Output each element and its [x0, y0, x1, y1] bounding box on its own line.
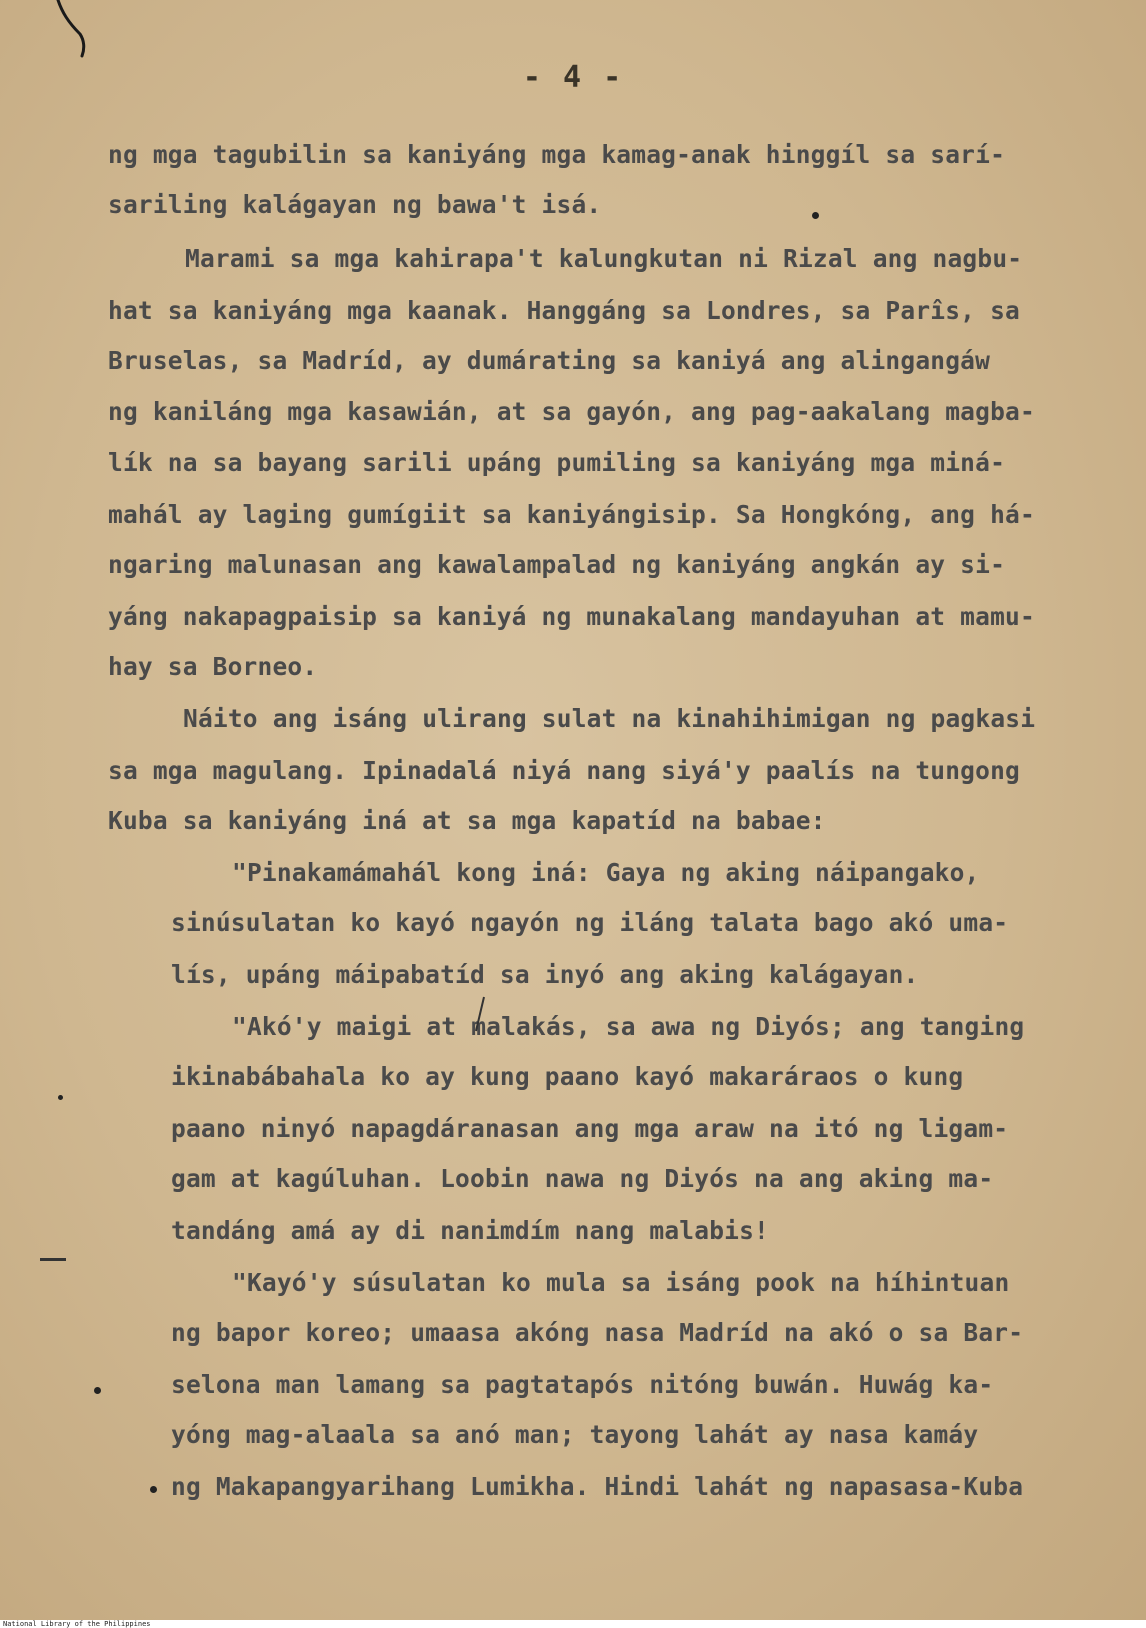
text-line: hay sa Borneo. — [108, 652, 318, 681]
text-line: sariling kalágayan ng bawa't isá. — [108, 190, 602, 219]
text-line: sa mga magulang. Ipinadalá niyá nang siyá'y paalís na tungong — [108, 756, 1020, 785]
margin-dash — [40, 1258, 66, 1261]
text-line: yáng nakapagpaisip sa kaniyá ng munakalang mandayuhan at mamu- — [108, 602, 1035, 631]
text-line: ng mga tagubilin sa kaniyáng mga kamag-anak hinggíl sa sarí- — [108, 140, 1006, 169]
margin-dot — [94, 1387, 101, 1394]
text-line: gam at kagúluhan. Loobin nawa ng Diyós na ang aking ma- — [171, 1164, 994, 1193]
text-line: lís, upáng máipabatíd sa inyó ang aking kalágayan. — [171, 960, 919, 989]
text-line: tandáng amá ay di nanimdím nang malabis! — [171, 1216, 770, 1245]
text-line: "Pinakamámahál kong iná: Gaya ng aking náipangako, — [232, 858, 980, 887]
text-line: selona man lamang sa pagtatapós nitóng buwán. Huwág ka- — [171, 1370, 994, 1399]
text-line: Bruselas, sa Madríd, ay dumárating sa kaniyá ang alingangáw — [108, 346, 991, 375]
text-line: ikinabábahala ko ay kung paano kayó makaráraos o kung — [171, 1062, 964, 1091]
text-line: hat sa kaniyáng mga kaanak. Hanggáng sa Londres, sa Parîs, sa — [108, 296, 1020, 325]
footer-credit: National Library of the Philippines — [3, 1620, 151, 1628]
text-line: ng kaniláng mga kasawián, at sa gayón, ang pag-aakalang magba- — [108, 397, 1035, 426]
margin-dot — [812, 212, 819, 219]
text-line: Marami sa mga kahirapa't kalungkutan ni Rizal ang nagbu- — [185, 244, 1023, 273]
text-line: "Kayó'y súsulatan ko mula sa isáng pook na híhintuan — [232, 1268, 1010, 1297]
pencil-stroke-icon — [470, 995, 490, 1035]
text-line: ng bapor koreo; umaasa akóng nasa Madríd na akó o sa Bar- — [171, 1318, 1024, 1347]
text-line: paano ninyó napagdáranasan ang mga araw na itó ng ligam- — [171, 1114, 1009, 1143]
text-line: mahál ay laging gumígiit sa kaniyángisip. Sa Hongkóng, ang há- — [108, 500, 1035, 529]
text-line: "Akó'y maigi at malakás, sa awa ng Diyós; ang tanging — [232, 1012, 1025, 1041]
text-line: yóng mag-alaala sa anó man; tayong lahát ay nasa kamáy — [171, 1420, 979, 1449]
text-line: Náito ang isáng ulirang sulat na kinahihimigan ng pagkasi — [183, 704, 1036, 733]
text-line: lík na sa bayang sarili upáng pumiling sa kaniyáng mga miná- — [108, 448, 1006, 477]
text-line: sinúsulatan ko kayó ngayón ng iláng talata bago akó uma- — [171, 908, 1009, 937]
text-line: Kuba sa kaniyáng iná at sa mga kapatíd na babae: — [108, 806, 826, 835]
page-number: - 4 - — [522, 60, 624, 95]
pencil-mark-icon — [40, 0, 90, 60]
text-line: ng Makapangyarihang Lumikha. Hindi lahát ng napasasa-Kuba — [171, 1472, 1024, 1501]
text-line: ngaring malunasan ang kawalampalad ng kaniyáng angkán ay si- — [108, 550, 1006, 579]
margin-dot — [58, 1095, 63, 1100]
margin-dot — [150, 1486, 157, 1493]
